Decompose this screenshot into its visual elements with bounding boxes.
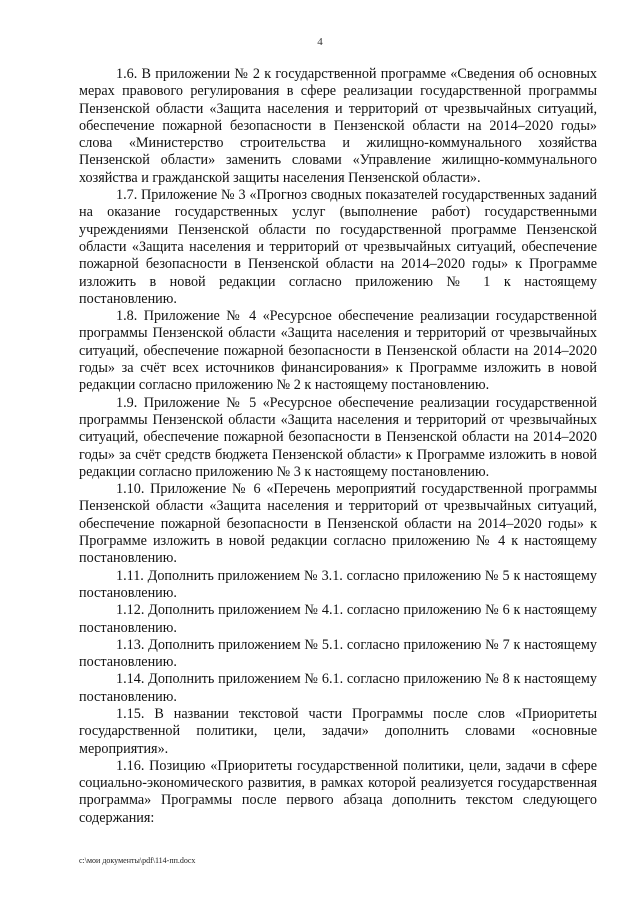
document-body xyxy=(79,66,597,827)
paragraph-1-12: 1.12. Дополнить приложением № 4.1. согласно приложению № 6 к настоящему постановлению. xyxy=(79,602,597,636)
paragraph-1-16: 1.16. Позицию «Приоритеты государственной политики, цели, задачи в сфере социально-экономического развития, в рамках которой реализуется государственная программа» Программы после первого абзаца дополнить текстом следующего содержания: xyxy=(79,757,597,826)
paragraph-1-7: 1.7. Приложение № 3 «Прогноз сводных показателей государственных заданий на оказание государственных услуг (выполнение работ) государственными учреждениями Пензенской области по государственной программе Пензенской области «Защита населения и территорий от чрезвычайных ситуаций, обеспечение пожарной безопасности в Пензенской области на 2014–2020 годы» к Программе изложить в новой редакции согласно приложению № 1 к настоящему постановлению. xyxy=(79,187,597,307)
footer-file-path: c:\мои документы\pdf\114-пп.docx xyxy=(79,856,196,865)
paragraph-1-10: 1.10. Приложение № 6 «Перечень мероприятий государственной программы Пензенской области «Защита населения и территорий от чрезвычайных ситуаций, обеспечение пожарной безопасности в Пензенской области на 2014–2020 годы» к Программе изложить в новой редакции согласно приложению № 4 к настоящему постановлению. xyxy=(79,481,597,567)
paragraph-1-9: 1.9. Приложение № 5 «Ресурсное обеспечение реализации государственной программы Пензенской области «Защита населения и территорий от чрезвычайных ситуаций, обеспечение пожарной безопасности в Пензенской области на 2014–2020 годы» за счёт средств бюджета Пензенской области» к Программе изложить в новой редакции согласно приложению № 3 к настоящему постановлению. xyxy=(79,394,597,480)
paragraph-1-8: 1.8. Приложение № 4 «Ресурсное обеспечение реализации государственной программы Пензенской области «Защита населения и территорий от чрезвычайных ситуаций, обеспечение пожарной безопасности в Пензенской области на 2014–2020 годы» за счёт всех источников финансирования» к Программе изложить в новой редакции согласно приложению № 2 к настоящему постановлению. xyxy=(79,308,597,394)
page-number: 4 xyxy=(317,36,323,48)
paragraph-1-14: 1.14. Дополнить приложением № 6.1. согласно приложению № 8 к настоящему постановлению. xyxy=(79,671,597,705)
paragraph-1-15: 1.15. В названии текстовой части Программы после слов «Приоритеты государственной политики, цели, задачи» дополнить словами «основные мероприятия». xyxy=(79,705,597,757)
paragraph-1-11: 1.11. Дополнить приложением № 3.1. согласно приложению № 5 к настоящему постановлению. xyxy=(79,567,597,601)
paragraph-1-6: 1.6. В приложении № 2 к государственной программе «Сведения об основных мерах правового регулирования в сфере реализации государственной программы Пензенской области «Защита населения и территорий от чрезвычайных ситуаций, обеспечение пожарной безопасности в Пензенской области на 2014–2020 годы» слова «Министерство строительства и жилищно-коммунального хозяйства Пензенской области» заменить словами «Управление жилищно-коммунального хозяйства и гражданской защиты населения Пензенской области». xyxy=(79,66,597,186)
paragraph-1-13: 1.13. Дополнить приложением № 5.1. согласно приложению № 7 к настоящему постановлению. xyxy=(79,636,597,671)
